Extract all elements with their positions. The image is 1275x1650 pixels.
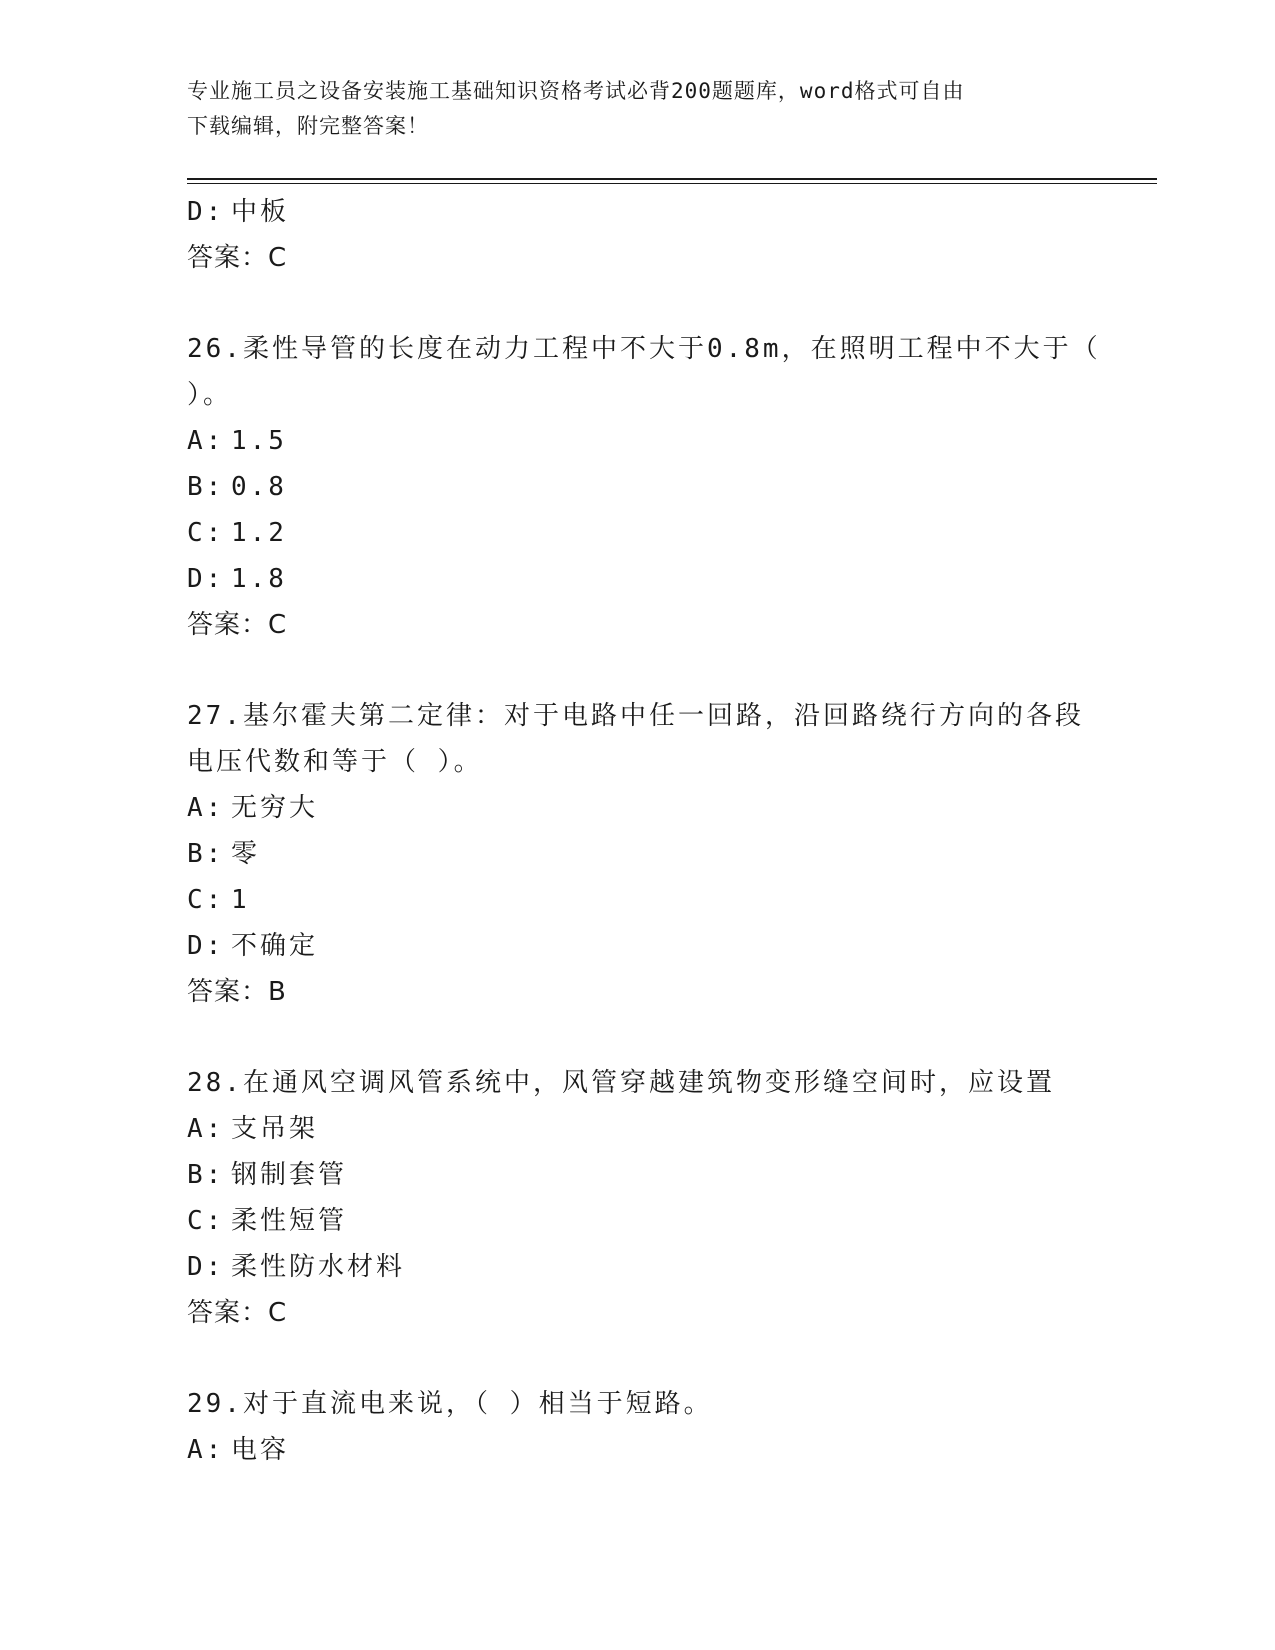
- option-label: D:: [187, 1252, 225, 1282]
- option-d: [187, 189, 1087, 235]
- document-header: [187, 74, 1087, 144]
- question-stem: 29.对于直流电来说，（ ）相当于短路。: [187, 1389, 713, 1419]
- option-text: 零: [231, 839, 261, 869]
- spacer: [187, 1015, 1087, 1060]
- option-text: 无穷大: [231, 793, 319, 823]
- option-a: [187, 1427, 1087, 1473]
- question-list: [187, 189, 1101, 1473]
- answer-line: 答案：C: [187, 610, 288, 640]
- option-text: 钢制套管: [231, 1160, 348, 1190]
- option-a: [187, 418, 1087, 464]
- header-line-2: 下载编辑，附完整答案！: [187, 114, 429, 138]
- spacer: [187, 1336, 1087, 1381]
- answer-line: 答案：C: [187, 243, 288, 273]
- option-c: [187, 510, 1087, 556]
- option-label: B:: [187, 1160, 225, 1190]
- option-label: D:: [187, 564, 225, 594]
- header-rule-thick: [187, 178, 1157, 180]
- option-label: D:: [187, 931, 225, 961]
- option-text: 1.2: [231, 518, 287, 548]
- option-label: A:: [187, 1435, 225, 1465]
- option-text: 1: [231, 885, 250, 915]
- header-line-1: 专业施工员之设备安装施工基础知识资格考试必背200题题库，word格式可自由: [187, 79, 965, 103]
- option-text: 中板: [231, 197, 290, 227]
- option-label: B:: [187, 839, 225, 869]
- option-label: B:: [187, 472, 225, 502]
- option-d: [187, 556, 1087, 602]
- option-text: 0.8: [231, 472, 287, 502]
- question-stem: 27.基尔霍夫第二定律：对于电路中任一回路，沿回路绕行方向的各段: [187, 701, 1084, 731]
- option-label: C:: [187, 518, 225, 548]
- option-label: D:: [187, 197, 225, 227]
- option-b: [187, 1152, 1087, 1198]
- option-text: 1.8: [231, 564, 287, 594]
- option-d: [187, 923, 1087, 969]
- option-text: 1.5: [231, 426, 287, 456]
- question-stem-continued: ）。: [187, 380, 233, 410]
- option-c: [187, 1198, 1087, 1244]
- question-stem-continued: 电压代数和等于（ ）。: [187, 747, 483, 777]
- option-label: A:: [187, 793, 225, 823]
- answer-line: 答案：C: [187, 1298, 288, 1328]
- option-text: 电容: [231, 1435, 290, 1465]
- option-a: [187, 785, 1087, 831]
- option-label: A:: [187, 1114, 225, 1144]
- option-text: 支吊架: [231, 1114, 319, 1144]
- option-text: 柔性防水材料: [231, 1252, 406, 1282]
- question-stem: 28.在通风空调风管系统中，风管穿越建筑物变形缝空间时，应设置: [187, 1068, 1055, 1098]
- spacer: [187, 648, 1087, 693]
- option-d: [187, 1244, 1087, 1290]
- option-b: [187, 831, 1087, 877]
- question-stem: 26.柔性导管的长度在动力工程中不大于0.8m，在照明工程中不大于（: [187, 334, 1101, 364]
- header-rule-thin: [187, 183, 1157, 184]
- spacer: [187, 281, 1087, 326]
- option-text: 不确定: [231, 931, 319, 961]
- option-a: [187, 1106, 1087, 1152]
- answer-line: 答案：B: [187, 977, 287, 1007]
- option-text: 柔性短管: [231, 1206, 348, 1236]
- option-c: [187, 877, 1087, 923]
- option-label: A:: [187, 426, 225, 456]
- option-label: C:: [187, 885, 225, 915]
- option-b: [187, 464, 1087, 510]
- option-label: C:: [187, 1206, 225, 1236]
